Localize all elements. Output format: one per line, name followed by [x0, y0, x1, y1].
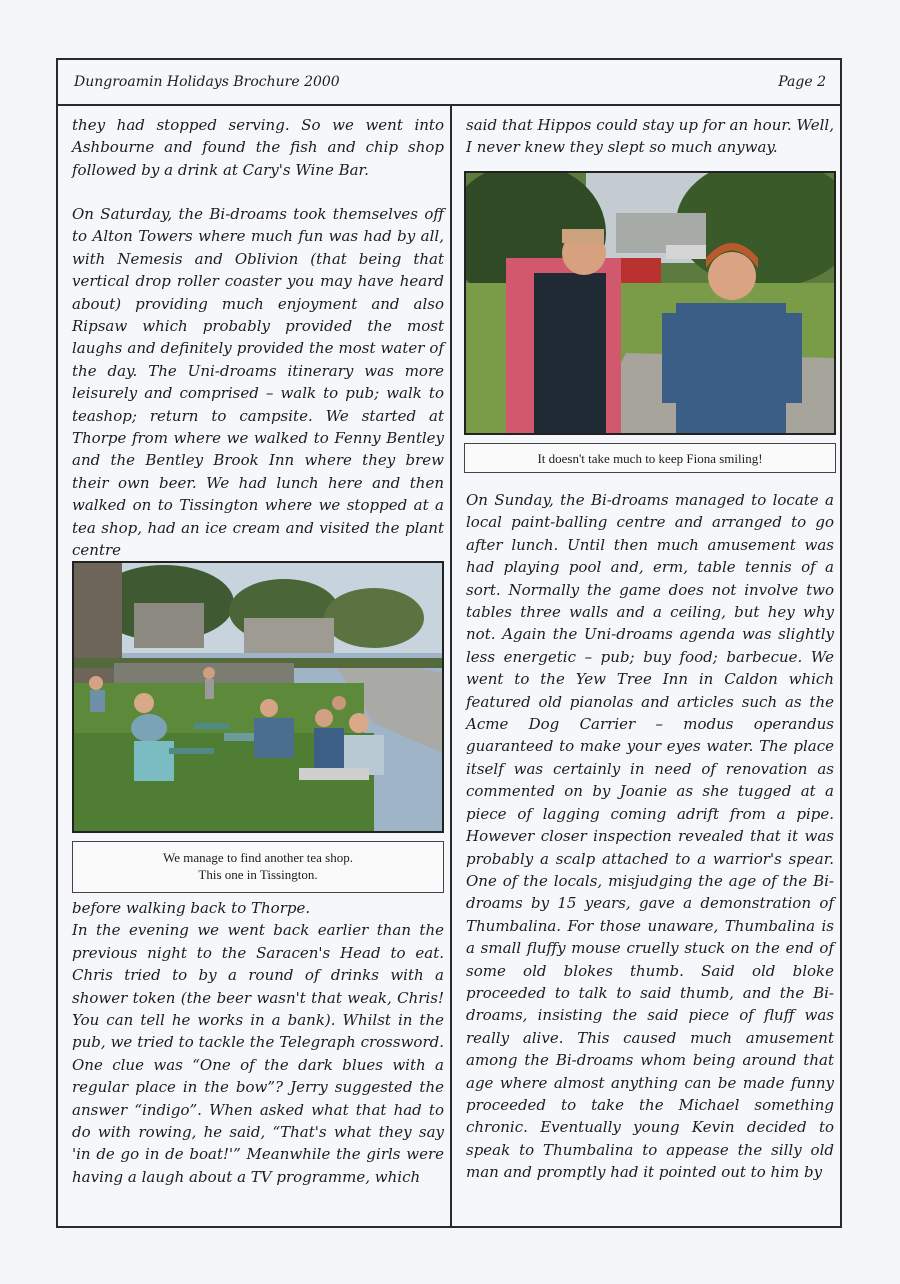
column-divider: [450, 106, 452, 1226]
fiona-photo: [464, 171, 836, 435]
brochure-title: Dungroamin Holidays Brochure 2000: [74, 74, 340, 90]
tea-shop-caption-line-1: We manage to find another tea shop.: [163, 850, 353, 865]
fiona-photo-image: [466, 173, 834, 433]
fiona-caption: It doesn't take much to keep Fiona smiling!: [464, 443, 836, 473]
left-column: [72, 114, 444, 1188]
left-paragraph-1: they had stopped serving. So we went into Ashbourne and found the fish and chip shop followed by a drink at Cary's Wine Bar.: [72, 116, 444, 179]
left-paragraph-3: before walking back to Thorpe.: [72, 899, 311, 917]
right-paragraph-1: said that Hippos could stay up for an hour. Well, I never knew they slept so much anyway.: [466, 116, 834, 157]
page-frame: [56, 58, 842, 1228]
page-header: [58, 60, 840, 106]
tea-shop-photo: [72, 561, 444, 833]
tea-shop-photo-image: [74, 563, 442, 831]
right-paragraph-2: On Sunday, the Bi-droams managed to locate a local paint-balling centre and arranged to go after lunch. Until then much amusement was had playing pool and, erm, table tennis of a sort. Normally the game does not involve two tables three walls and a ceiling, but hey why not. Again the Uni-droams agenda was slightly less energetic – pub; buy food; barbecue. We went to the Yew Tree Inn in Caldon which featured old pianolas and articles such as the Acme Dog Carrier – modus operandus guaranteed to make your eyes water. The place itself was certainly in need of renovation as commented on by Joanie as she tugged at a piece of lagging coming adrift from a pipe. However closer inspection revealed that it was probably a scalp attached to a warrior's spear. One of the locals, misjudging the age of the Bi-droams by 15 years, gave a demonstration of Thumbalina. For those unaware, Thumbalina is a small fluffy mouse cruelly stuck on the end of some old blokes thumb. Said old bloke proceeded to talk to said thumb, and the Bi-droams, insisting the said piece of fluff was really alive. This caused much amusement among the Bi-droams whom being around that age where almost anything can be made funny proceeded to take the Michael something chronic. Eventually young Kevin decided to speak to Thumbalina to appease the silly old man and promptly had it pointed out to him by: [466, 491, 834, 1182]
right-column: [466, 114, 834, 1184]
tea-shop-caption-line-2: This one in Tissington.: [198, 867, 318, 882]
left-paragraph-2: On Saturday, the Bi-droams took themselves off to Alton Towers where much fun was had by all, with Nemesis and Oblivion (that being that vertical drop roller coaster you may have heard about) providing much enjoyment and also Ripsaw which probably provided the most laughs and definitely provided the most water of the day. The Uni-droams itinerary was more leisurely and comprised – walk to pub; walk to teashop; return to campsite. We started at Thorpe from where we walked to Fenny Bentley and the Bentley Brook Inn where they brew their own beer. We had lunch here and then walked on to Tissington where we stopped at a tea shop, had an ice cream and visited the plant centre: [72, 205, 444, 560]
left-paragraph-4: In the evening we went back earlier than the previous night to the Saracen's Head to eat. Chris tried to by a round of drinks with a shower token (the beer wasn't that weak, Chris! You can tell he works in a bank). Whilst in the pub, we tried to tackle the Telegraph crossword. One clue was “One of the dark blues with a regular place in the bow”? Jerry suggested the answer “indigo”. When asked what that had to do with rowing, he said, “That's what they say 'in de go in de boat!'” Meanwhile the girls were having a laugh about a TV programme, which: [72, 921, 444, 1186]
tea-shop-caption: [72, 841, 444, 893]
page-number: Page 2: [778, 74, 826, 90]
